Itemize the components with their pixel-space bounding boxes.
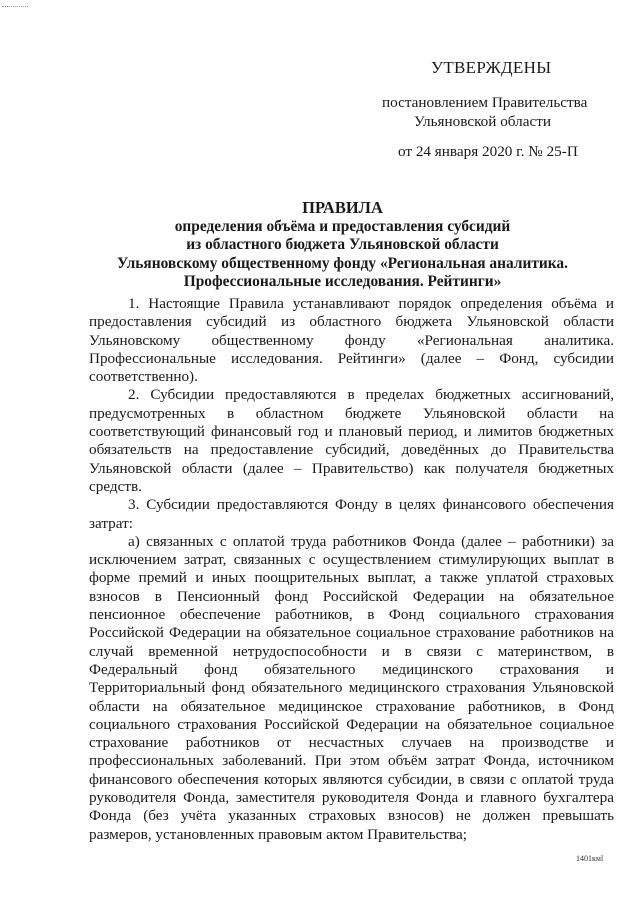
- scan-corner-mark: [2, 6, 28, 7]
- paragraph-3a: а) связанных с оплатой труда работников Фонда (далее – работники) за исключением затрат, связанных с осуществлением стимулирующих выплат в форме премий и иных поощрительных выплат, а также уплатой страховых взносов в Пенсионный фонд Российской Федерации на обязательное пенсионное обеспечение работников, в Фонд социального страхования Российской Федерации на обязательное социальное страхование работников на случай временной нетрудоспособности и в связи с материнством, в Федеральный фонд обязательного медицинского страхования и Территориальный фонд обязательного медицинского страхования Ульяновской области на обязательное медицинское страхование работников, в Фонд социального страхования Российской Федерации на обязательное социальное страхование работников от несчастных случаев на производстве и профессиональных заболеваний. При этом объём затрат Фонда, источником финансового обеспечения которых являются субсидии, в связи с оплатой труда руководителя Фонда, заместителя руководителя Фонда и главного бухгалтера Фонда (без учёта указанных страховых взносов) не должен превышать размеров, установленных правовым актом Правительства;: [89, 532, 614, 843]
- title-main: ПРАВИЛА: [302, 198, 383, 217]
- approval-stamp-heading: УТВЕРЖДЕНЫ: [431, 58, 552, 77]
- decree-region-line: Ульяновской области: [414, 113, 551, 130]
- footer-document-code: 1401кмl: [576, 854, 604, 863]
- title-line-3: Ульяновскому общественному фонду «Региональная аналитика.: [117, 254, 568, 272]
- title-line-1: определения объёма и предоставления субсидий: [174, 218, 511, 235]
- title-line-4: Профессиональные исследования. Рейтинги»: [183, 273, 502, 291]
- decree-issuer-line: постановлением Правительства: [382, 94, 588, 111]
- paragraph-3: 3. Субсидии предоставляются Фонду в целях финансового обеспечения затрат:: [89, 496, 614, 532]
- document-body: [89, 295, 614, 844]
- title-line-2: из областного бюджета Ульяновской области: [186, 236, 499, 254]
- document-title: [80, 198, 605, 292]
- paragraph-2: 2. Субсидии предоставляются в пределах бюджетных ассигнований, предусмотренных в областном бюджете Ульяновской области на соответствующий финансовый год и плановый период, и лимитов бюджетных обязательств на предоставление субсидий, доведённых до Правительства Ульяновской области (далее – Правительство) как получателя бюджетных средств.: [89, 386, 614, 495]
- decree-date-number: от 24 января 2020 г. № 25-П: [398, 143, 578, 160]
- paragraph-1: 1. Настоящие Правила устанавливают порядок определения объёма и предоставления субсидий из областного бюджета Ульяновской области Ульяновскому общественному фонду «Региональная аналитика. Профессиональные исследования. Рейтинги» (далее – Фонд, субсидии соответственно).: [89, 295, 614, 386]
